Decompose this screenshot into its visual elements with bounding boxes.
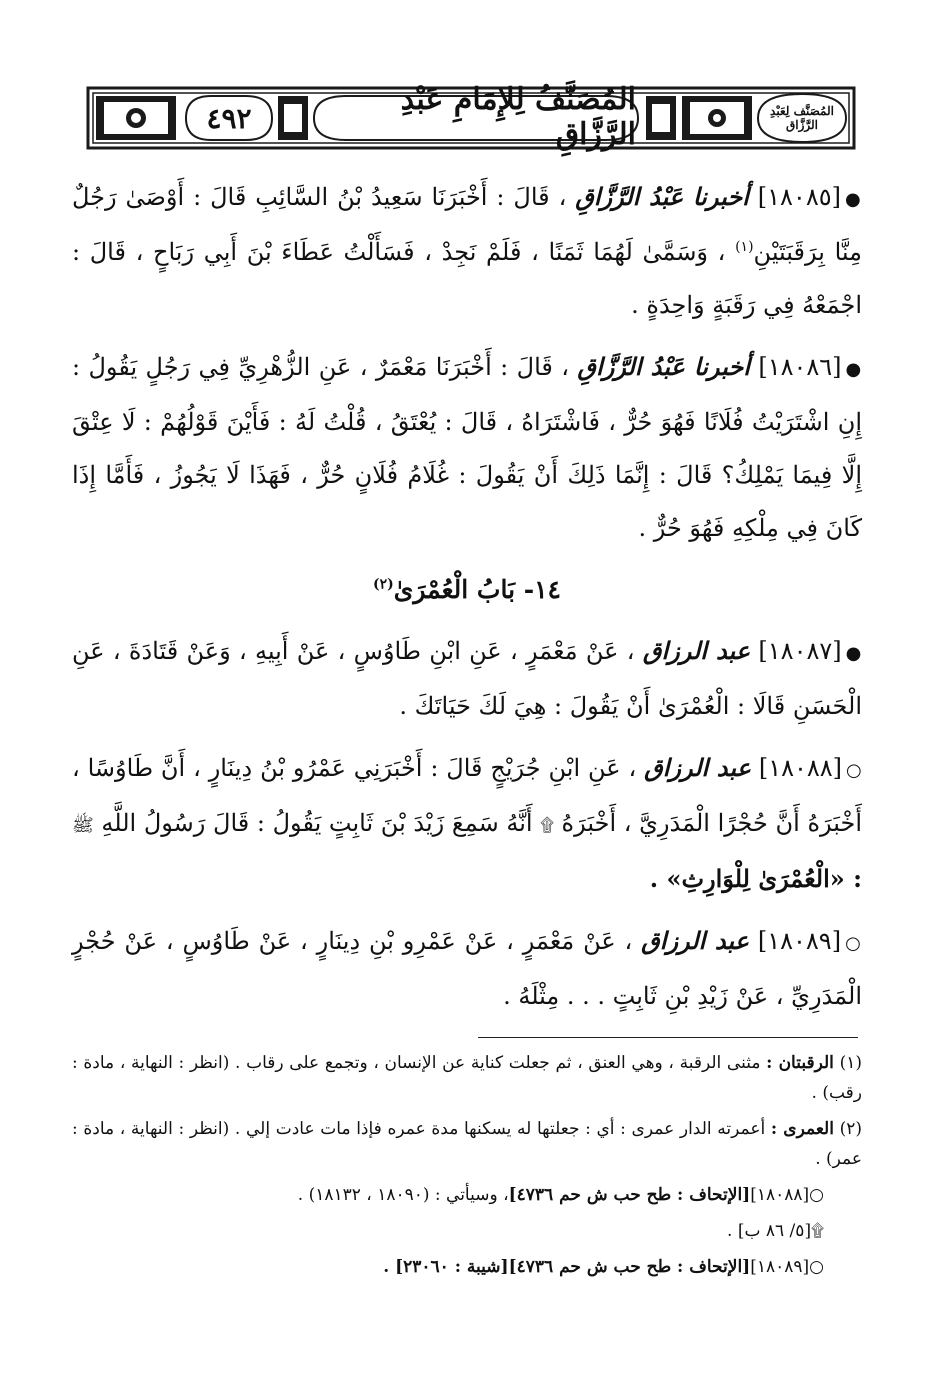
narrator: أخبرنا عَبْدُ الرَّزَّاقِ xyxy=(575,182,749,211)
footnote-term: الرقبتان : xyxy=(766,1053,834,1073)
chapter-title: ١٤- بَابُ الْعُمْرَىٰ xyxy=(393,575,561,604)
chapter-heading xyxy=(72,563,862,616)
takhrij-number: [١٨٠٨٩] xyxy=(750,1257,810,1277)
footnote-divider xyxy=(478,1037,858,1038)
narrator: عبد الرزاق xyxy=(642,636,751,665)
footnote-2 xyxy=(72,1114,862,1174)
hadith-18086 xyxy=(72,340,862,555)
takhrij-source: [الإتحاف : طح حب ش حم ٤٧٣٦] xyxy=(508,1257,751,1277)
hadith-18088 xyxy=(72,741,862,906)
folio-mark-icon: ۩ xyxy=(540,815,554,836)
hadith-marker-icon: ● xyxy=(845,643,862,664)
hadith-marker-icon: ● xyxy=(844,189,862,210)
salutation-icon: ﷺ xyxy=(72,815,94,836)
takhrij-marker-icon: ○ xyxy=(809,1257,824,1277)
hadith-text: ، عَنْ مَعْمَرٍ ، عَنِ ابْنِ طَاوُسٍ ، عَنْ أَبِيهِ ، وَعَنْ قَتَادَةَ ، عَنِ الْحَسَنِ قَالَا : الْعُمْرَىٰ أَنْ يَقُولَ : هِيَ لَكَ حَيَاتَكَ . xyxy=(72,637,862,720)
hadith-text: ، قَالَ : أَخْبَرَنَا مَعْمَرٌ ، عَنِ الزُّهْرِيِّ فِي رَجُلٍ يَقُولُ : إِنِ اشْتَرَيْتُ فُلَانًا فَهُوَ حُرٌّ ، فَاشْتَرَاهُ ، قَالَ : يُعْتَقُ ، قُلْتُ لَهُ : فَأَيْنَ قَوْلُهُمْ : لَا عِتْقَ إِلَّا فِيمَا يَمْلِكُ؟ قَالَ : إِنَّمَا ذَلِكَ أَنْ يَقُولَ : غُلَامُ فُلَانٍ حُرٌّ ، فَهَذَا لَا يَجُوزُ ، فَأَمَّا إِذَا كَانَ فِي مِلْكِهِ فَهُوَ حُرٌّ . xyxy=(72,353,862,542)
hadith-number: [١٨٠٨٦] xyxy=(758,353,842,381)
hadith-text: ، عَنْ مَعْمَرٍ ، عَنْ عَمْرِو بْنِ دِينَارٍ ، عَنْ طَاوُسٍ ، عَنْ حُجْرٍ الْمَدَرِيِّ ، عَنْ زَيْدِ بْنِ ثَابِتٍ . . . مِثْلَهُ . xyxy=(72,927,862,1010)
hadith-number: [١٨٠٨٩] xyxy=(757,927,842,955)
hadith-number: [١٨٠٨٧] xyxy=(758,637,842,665)
page-header xyxy=(86,82,856,152)
footnote-ref[interactable]: (١) xyxy=(735,239,754,255)
hadith-text-cont: أَنَّهُ سَمِعَ زَيْدَ بْنَ ثَابِتٍ يَقُولُ : قَالَ رَسُولُ اللَّهِ xyxy=(101,809,533,837)
footnote-text: أعمرته الدار عمرى : أي : جعلتها له يسكنها مدة عمره فإذا مات عادت إلي . (انظر : النهاية ، مادة : عمر) . xyxy=(72,1119,862,1169)
footnotes xyxy=(72,1048,862,1288)
hadith-number: [١٨٠٨٥] xyxy=(757,183,841,211)
takhrij-source: [الإتحاف : طح حب ش حم ٤٧٣٦] xyxy=(508,1185,751,1205)
hadith-18089 xyxy=(72,914,862,1023)
hadith-matn: : «الْعُمْرَىٰ لِلْوَارِثِ» . xyxy=(649,864,862,893)
folio-text: [٥/ ٨٦ ب] . xyxy=(727,1221,812,1241)
footnote-term: العمرى : xyxy=(770,1119,834,1139)
hadith-marker-icon: ○ xyxy=(845,933,862,954)
folio-mark-icon: ۩ xyxy=(811,1221,824,1241)
hadith-18085 xyxy=(72,170,862,332)
footnote-ref[interactable]: (٢) xyxy=(373,576,394,593)
narrator: أخبرنا عَبْدُ الرَّزَّاقِ xyxy=(577,352,750,381)
takhrij-18089 xyxy=(72,1252,862,1282)
takhrij-text: [شيبة : ٢٣٠٦٠] . xyxy=(383,1257,509,1277)
footnote-number: (١) xyxy=(839,1053,862,1073)
takhrij-text: ، وسيأتي : (١٨٠٩٠ ، ١٨١٣٢) . xyxy=(297,1185,509,1205)
footnote-number: (٢) xyxy=(839,1119,862,1139)
hadith-text: ، قَالَ : أَخْبَرَنَا سَعِيدُ بْنُ السَّائِبِ قَالَ : أَوْصَىٰ رَجُلٌ مِنَّا بِرَقَبَتَيْنِ xyxy=(72,183,862,266)
footnote-1 xyxy=(72,1048,862,1108)
hadith-18087 xyxy=(72,624,862,733)
main-text xyxy=(72,170,862,1031)
takhrij-18088 xyxy=(72,1180,862,1210)
page-number: ٤٩٢ xyxy=(206,101,252,135)
hadith-marker-icon: ● xyxy=(845,359,862,380)
hadith-text-cont: ، وَسَمَّىٰ لَهُمَا ثَمَنًا ، فَلَمْ نَجِدْ ، فَسَأَلْتُ عَطَاءَ بْنَ أَبِي رَبَاحٍ ، قَالَ : اجْمَعْهُ فِي رَقَبَةٍ وَاحِدَةٍ . xyxy=(72,238,862,319)
folio-note xyxy=(72,1216,862,1246)
takhrij-marker-icon: ○ xyxy=(809,1185,824,1205)
hadith-number: [١٨٠٨٨] xyxy=(758,754,843,782)
takhrij-number: [١٨٠٨٨] xyxy=(750,1185,810,1205)
narrator: عبد الرزاق xyxy=(644,753,751,782)
hadith-text: ، عَنِ ابْنِ جُرَيْجٍ قَالَ : أَخْبَرَنِي عَمْرُو بْنُ دِينَارٍ ، أَنَّ طَاوُسًا ، أَخْبَرَهُ أَنَّ حُجْرًا الْمَدَرِيَّ ، أَخْبَرَهُ xyxy=(72,754,863,837)
book-logo: المُصَنَّف لِعَبْدِ الرَّزَّاق xyxy=(770,104,834,132)
running-title: المُصَنَّفُ لِلإِمَامِ عَبْدِ الرَّزَّاقِ xyxy=(400,82,636,152)
footnote-text: مثنى الرقبة ، وهي العنق ، ثم جعلت كناية عن الإنسان ، وتجمع على رقاب . (انظر : النهاية ، مادة : رقب) . xyxy=(72,1053,862,1103)
hadith-marker-icon: ○ xyxy=(846,760,862,781)
narrator: عبد الرزاق xyxy=(641,926,749,955)
